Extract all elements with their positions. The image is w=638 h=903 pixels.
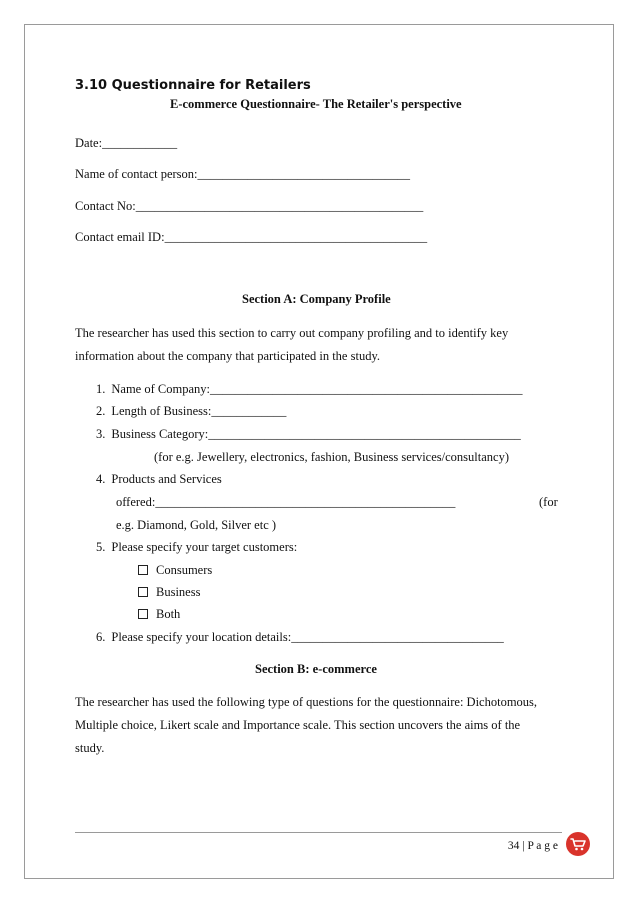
date-field [75,136,177,151]
item-target-customers [96,540,297,555]
item-location-details [96,630,504,645]
item-business-category [96,427,521,442]
item-label: Business Category: [111,427,209,441]
page-number: 34 | P a g e [507,840,558,852]
checkbox-consumers[interactable] [138,565,148,575]
products-example: e.g. Diamond, Gold, Silver etc ) [116,518,277,532]
section-b-line2: Multiple choice, Likert scale and Importance scale. This section uncovers the aims of the [75,718,521,732]
section-a-intro-line2: information about the company that participated in the study. [75,349,381,363]
item-line: __________________________________________________ [208,427,521,441]
option-both [138,607,180,622]
item-company-name [96,382,522,397]
contact-email-line: __________________________________________ [164,230,428,244]
date-line: ____________ [102,136,178,150]
checkbox-both[interactable] [138,609,148,619]
item-label: Products and Services [111,472,222,486]
item-number: 2. [96,404,106,418]
item-number: 6. [96,630,106,644]
item-number: 3. [96,427,106,441]
item-number: 1. [96,382,106,396]
contact-email-field [75,230,427,245]
contact-email-label: Contact email ID: [75,230,165,244]
cart-glyph-icon [566,832,590,856]
item-line: __________________________________ [291,630,504,644]
item-label: Please specify your location details: [111,630,292,644]
offered-line: ________________________________________________ [155,495,456,509]
option-business [138,585,200,600]
option-label: Both [156,607,181,621]
item-number: 5. [96,540,106,554]
contact-no-line: ______________________________________________ [135,199,424,213]
date-label: Date: [75,136,103,150]
item-line: __________________________________________________ [209,382,523,396]
section-b-line3: study. [75,741,105,755]
contact-no-field [75,199,423,214]
shopping-cart-icon [566,832,590,856]
section-b-line1: The researcher has used the following type of questions for the questionnaire: Dichotomous, [75,695,538,709]
business-category-note: (for e.g. Jewellery, electronics, fashion, Business services/consultancy) [154,450,509,464]
option-label: Consumers [156,563,213,577]
item-label: Length of Business: [111,404,212,418]
offered-label: offered: [116,495,156,509]
section-heading: 3.10 Questionnaire for Retailers [75,78,311,93]
section-a-title: Section A: Company Profile [242,292,391,306]
option-consumers [138,563,212,578]
footer-rule [75,832,562,833]
item-length-of-business [96,404,286,419]
products-offered-field [116,495,455,510]
item-products-services [96,472,222,487]
checkbox-business[interactable] [138,587,148,597]
contact-no-label: Contact No: [75,199,136,213]
section-a-intro-line1: The researcher has used this section to carry out company profiling and to identify key [75,326,509,340]
questionnaire-title: E-commerce Questionnaire- The Retailer's perspective [170,97,462,111]
products-for-text: (for [539,495,558,509]
item-number: 4. [96,472,106,486]
item-label: Name of Company: [111,382,210,396]
item-line: ____________ [211,404,287,418]
contact-person-label: Name of contact person: [75,167,198,181]
contact-person-field [75,167,410,182]
option-label: Business [156,585,201,599]
section-b-title: Section B: e-commerce [255,662,377,676]
item-label: Please specify your target customers: [111,540,298,554]
contact-person-line: __________________________________ [197,167,411,181]
